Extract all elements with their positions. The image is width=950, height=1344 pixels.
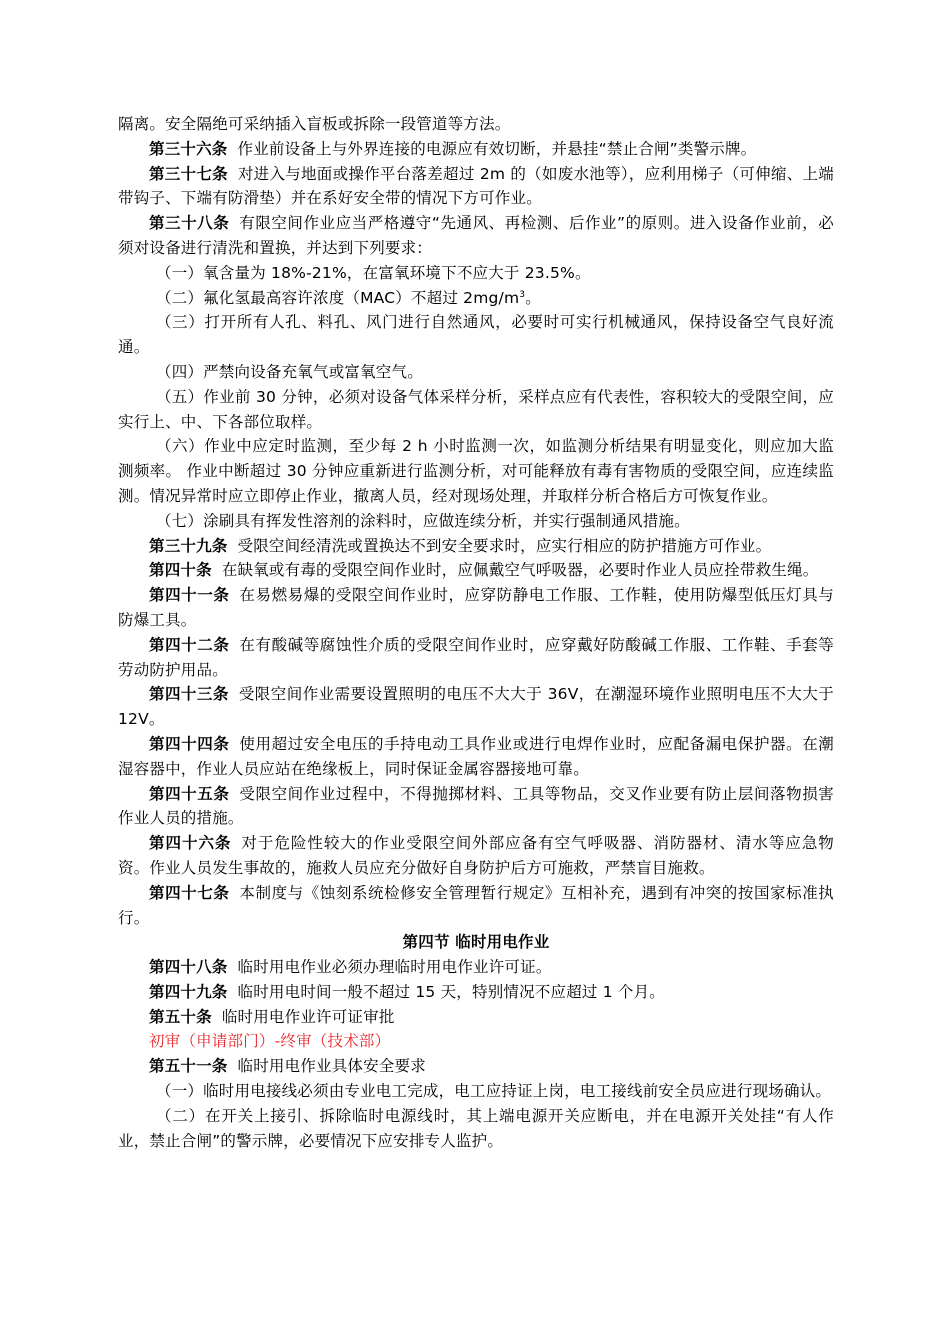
list-item: （五）作业前 30 分钟，必须对设备气体采样分析，采样点应有代表性，容积较大的受限空间，应实行上、中、下各部位取样。 [118, 387, 834, 431]
section-heading: 第四节 临时用电作业 [402, 933, 550, 952]
article-50 [118, 1005, 834, 1030]
article-number: 第四十四条 [149, 734, 230, 753]
article-46 [118, 831, 834, 881]
article-number: 第四十五条 [149, 784, 230, 803]
article-number: 第四十条 [149, 561, 212, 580]
article-44 [118, 732, 834, 782]
article-41 [118, 583, 834, 633]
superscript: 3 [519, 289, 526, 300]
article-text: 本制度与《蚀刻系统检修安全管理暂行规定》互相补充，遇到有冲突的按国家标准执行。 [118, 883, 834, 927]
article-text: 在有酸碱等腐蚀性介质的受限空间作业时，应穿戴好防酸碱工作服、工作鞋、手套等劳动防护用品。 [118, 635, 834, 679]
article-number: 第五十一条 [149, 1057, 228, 1076]
article-number: 第三十六条 [149, 139, 228, 158]
article-text: 在缺氧或有毒的受限空间作业时，应佩戴空气呼吸器，必要时作业人员应拴带救生绳。 [221, 561, 819, 580]
approval-flow: 初审（申请部门）-终审（技术部） [149, 1032, 391, 1051]
list-item-text: （二）氟化氢最高容许浓度（MAC）不超过 2mg/m [156, 288, 520, 307]
paragraph: 隔离。安全隔绝可采纳插入盲板或拆除一段管道等方法。 [118, 115, 511, 133]
article-number: 第四十三条 [149, 685, 229, 704]
article-number: 第三十七条 [149, 164, 228, 183]
article-text: 受限空间作业需要设置照明的电压不大大于 36V，在潮湿环境作业照明电压不大大于 12V。 [118, 685, 834, 729]
article-text: 使用超过安全电压的手持电动工具作业或进行电焊作业时，应配备漏电保护器。在潮湿容器中，作业人员应站在绝缘板上，同时保证金属容器接地可靠。 [118, 734, 834, 778]
article-40 [118, 558, 834, 583]
article-45 [118, 782, 834, 832]
article-number: 第四十二条 [149, 635, 230, 654]
article-number: 第四十一条 [149, 586, 230, 605]
article-42 [118, 633, 834, 683]
article-number: 第四十九条 [149, 982, 228, 1001]
article-number: 第四十六条 [149, 834, 232, 853]
article-text: 对于危险性较大的作业受限空间外部应备有空气呼吸器、消防器材、清水等应急物资。作业人员发生事故的，施救人员应充分做好自身防护后方可施救，严禁盲目施救。 [118, 834, 834, 877]
article-48 [118, 955, 834, 980]
article-number: 第四十七条 [149, 883, 230, 902]
list-item: （三）打开所有人孔、料孔、风门进行自然通风，必要时可实行机械通风，保持设备空气良好流通。 [118, 313, 834, 357]
article-number: 第五十条 [149, 1007, 212, 1026]
article-text: 临时用电时间一般不超过 15 天，特别情况不应超过 1 个月。 [237, 982, 666, 1001]
list-item-end: 。 [525, 288, 541, 307]
article-38 [118, 211, 834, 261]
article-text: 临时用电作业必须办理临时用电作业许可证。 [237, 958, 552, 977]
article-text: 受限空间经清洗或置换达不到安全要求时，应实行相应的防护措施方可作业。 [237, 536, 772, 555]
article-number: 第三十九条 [149, 536, 228, 555]
article-text: 对进入与地面或操作平台落差超过 2m 的（如废水池等），应利用梯子（可伸缩、上端带钩子、下端有防滑垫）并在系好安全带的情况下方可作业。 [118, 164, 834, 208]
article-text: 在易燃易爆的受限空间作业时，应穿防静电工作服、工作鞋，使用防爆型低压灯具与防爆工具。 [118, 586, 834, 629]
list-item: （七）涂刷具有挥发性溶剂的涂料时，应做连续分析，并实行强制通风措施。 [156, 511, 690, 530]
article-39 [118, 534, 834, 559]
article-text: 受限空间作业过程中，不得抛掷材料、工具等物品，交叉作业要有防止层间落物损害作业人员的措施。 [118, 784, 834, 828]
article-36 [118, 137, 834, 162]
list-item: （四）严禁向设备充氧气或富氧空气。 [156, 362, 423, 381]
article-text: 作业前设备上与外界连接的电源应有效切断，并悬挂“禁止合闸”类警示牌。 [237, 139, 757, 158]
list-item: （六）作业中应定时监测，至少每 2 h 小时监测一次，如监测分析结果有明显变化，则应加大监测频率。 作业中断超过 30 分钟应重新进行监测分析，对可能释放有毒有害物质的受限空间，应连续监测。情况异常时应立即停止作业，撤离人员，经对现场处理，并取样分析合格后方可恢复作业。 [118, 437, 834, 505]
article-text: 临时用电作业许可证审批 [221, 1007, 395, 1026]
article-number: 第四十八条 [149, 958, 228, 977]
article-49 [118, 980, 834, 1005]
list-item: （一）临时用电接线必须由专业电工完成，电工应持证上岗，电工接线前安全员应进行现场确认。 [156, 1082, 832, 1101]
article-text: 临时用电作业具体安全要求 [237, 1057, 426, 1076]
list-item: （二）在开关上接引、拆除临时电源线时，其上端电源开关应断电，并在电源开关处挂“有人作业，禁止合闸”的警示牌，必要情况下应安排专人监护。 [118, 1106, 834, 1150]
list-item: （一）氧含量为 18%-21%，在富氧环境下不应大于 23.5%。 [156, 263, 591, 282]
list-item [118, 286, 834, 311]
article-51 [118, 1054, 834, 1079]
article-43 [118, 682, 834, 732]
article-number: 第三十八条 [149, 214, 230, 233]
article-text: 有限空间作业应当严格遵守“先通风、再检测、后作业”的原则。进入设备作业前，必须对设备进行清洗和置换，并达到下列要求： [118, 214, 834, 257]
article-37 [118, 162, 834, 212]
article-47 [118, 881, 834, 931]
document-body [118, 112, 834, 1153]
